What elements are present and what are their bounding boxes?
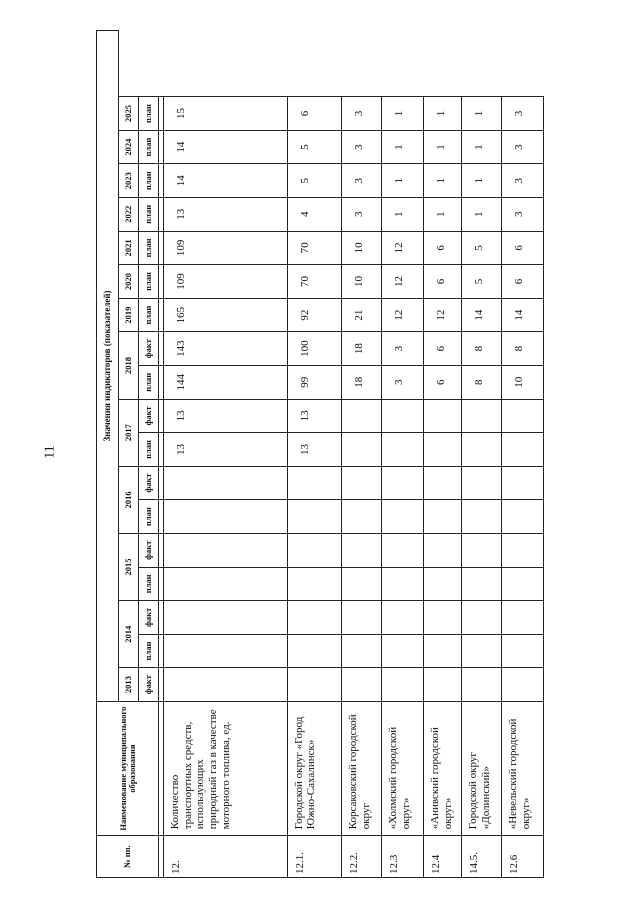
value-cell-2016-fact xyxy=(462,466,502,500)
value-cell-2014-plan xyxy=(164,634,288,668)
header-fact-2016: факт xyxy=(139,466,159,500)
value-cell-2024-plan: 5 xyxy=(287,130,342,164)
value-cell-2015-fact xyxy=(164,533,288,567)
header-plan-2019: план xyxy=(139,298,159,332)
value-cell-2013-fact xyxy=(287,668,342,702)
header-plan-2016: план xyxy=(139,500,159,534)
value-cell-2015-fact xyxy=(342,533,382,567)
value-cell-2019-plan: 14 xyxy=(501,298,543,332)
value-cell-2013-fact xyxy=(164,668,288,702)
header-fact-2017: факт xyxy=(139,399,159,433)
value-cell-2023-plan: 1 xyxy=(424,164,462,198)
value-cell-2013-fact xyxy=(382,668,424,702)
value-cell-2014-plan xyxy=(287,634,342,668)
value-cell-2018-plan: 18 xyxy=(342,365,382,399)
header-year-2015: 2015 xyxy=(119,533,139,600)
value-cell-2025-plan: 3 xyxy=(501,97,543,131)
table-row xyxy=(424,31,462,878)
value-cell-2023-plan: 5 xyxy=(287,164,342,198)
row-number: 14.5. xyxy=(462,836,502,878)
value-cell-2021-plan: 12 xyxy=(382,231,424,265)
value-cell-2014-plan xyxy=(342,634,382,668)
value-cell-2014-fact xyxy=(382,601,424,635)
value-cell-2017-plan xyxy=(342,433,382,467)
value-cell-2023-plan: 3 xyxy=(342,164,382,198)
value-cell-2016-fact xyxy=(342,466,382,500)
value-cell-2017-fact: 13 xyxy=(287,399,342,433)
value-cell-2014-plan xyxy=(462,634,502,668)
header-year-2013: 2013 xyxy=(119,668,139,702)
row-number: 12.6 xyxy=(501,836,543,878)
header-year-2021: 2021 xyxy=(119,231,139,265)
value-cell-2015-plan xyxy=(501,567,543,601)
header-year-2017: 2017 xyxy=(119,399,139,466)
value-cell-2013-fact xyxy=(501,668,543,702)
header-year-2023: 2023 xyxy=(119,164,139,198)
value-cell-2019-plan: 12 xyxy=(424,298,462,332)
value-cell-2019-plan: 14 xyxy=(462,298,502,332)
value-cell-2018-fact: 8 xyxy=(501,332,543,366)
value-cell-2021-plan: 6 xyxy=(501,231,543,265)
value-cell-2025-plan: 1 xyxy=(462,97,502,131)
value-cell-2018-fact: 6 xyxy=(424,332,462,366)
indicators-table xyxy=(96,30,544,878)
value-cell-2021-plan: 6 xyxy=(424,231,462,265)
value-cell-2016-plan xyxy=(462,500,502,534)
value-cell-2014-plan xyxy=(382,634,424,668)
value-cell-2014-plan xyxy=(424,634,462,668)
value-cell-2023-plan: 14 xyxy=(164,164,288,198)
value-cell-2016-fact xyxy=(164,466,288,500)
value-cell-2024-plan: 14 xyxy=(164,130,288,164)
header-year-2016: 2016 xyxy=(119,466,139,533)
value-cell-2016-plan xyxy=(501,500,543,534)
value-cell-2018-fact: 18 xyxy=(342,332,382,366)
value-cell-2018-plan: 99 xyxy=(287,365,342,399)
value-cell-2014-fact xyxy=(287,601,342,635)
value-cell-2017-plan xyxy=(462,433,502,467)
row-number: 12.3 xyxy=(382,836,424,878)
value-cell-2017-plan xyxy=(424,433,462,467)
value-cell-2024-plan: 1 xyxy=(424,130,462,164)
header-year-2022: 2022 xyxy=(119,198,139,232)
row-number: 12.2. xyxy=(342,836,382,878)
value-cell-2019-plan: 21 xyxy=(342,298,382,332)
row-name: Городской округ «Долинский» xyxy=(462,701,502,835)
value-cell-2016-plan xyxy=(342,500,382,534)
value-cell-2018-plan: 6 xyxy=(424,365,462,399)
value-cell-2015-fact xyxy=(501,533,543,567)
value-cell-2018-plan: 10 xyxy=(501,365,543,399)
value-cell-2024-plan: 3 xyxy=(342,130,382,164)
value-cell-2022-plan: 1 xyxy=(424,198,462,232)
value-cell-2017-fact xyxy=(501,399,543,433)
header-year-2024: 2024 xyxy=(119,130,139,164)
value-cell-2017-fact xyxy=(462,399,502,433)
table-row xyxy=(462,31,502,878)
value-cell-2020-plan: 10 xyxy=(342,265,382,299)
value-cell-2015-plan xyxy=(424,567,462,601)
header-year-2025: 2025 xyxy=(119,97,139,131)
value-cell-2017-plan: 13 xyxy=(287,433,342,467)
header-indicators: Значения индикаторов (показателей) xyxy=(97,31,119,702)
value-cell-2019-plan: 165 xyxy=(164,298,288,332)
value-cell-2016-plan xyxy=(382,500,424,534)
value-cell-2016-fact xyxy=(382,466,424,500)
table-row xyxy=(342,31,382,878)
row-name: «Холмский городской округ» xyxy=(382,701,424,835)
value-cell-2023-plan: 1 xyxy=(382,164,424,198)
value-cell-2022-plan: 4 xyxy=(287,198,342,232)
value-cell-2018-fact: 100 xyxy=(287,332,342,366)
value-cell-2017-plan xyxy=(501,433,543,467)
value-cell-2015-plan xyxy=(342,567,382,601)
value-cell-2013-fact xyxy=(424,668,462,702)
value-cell-2015-fact xyxy=(424,533,462,567)
value-cell-2017-fact xyxy=(342,399,382,433)
row-number: 12. xyxy=(164,836,288,878)
value-cell-2015-plan xyxy=(164,567,288,601)
header-plan-2025: план xyxy=(139,97,159,131)
value-cell-2025-plan: 15 xyxy=(164,97,288,131)
value-cell-2021-plan: 5 xyxy=(462,231,502,265)
header-plan-2017: план xyxy=(139,433,159,467)
row-number: 12.1. xyxy=(287,836,342,878)
header-plan-2014: план xyxy=(139,634,159,668)
value-cell-2018-plan: 8 xyxy=(462,365,502,399)
header-plan-2021: план xyxy=(139,231,159,265)
value-cell-2014-fact xyxy=(424,601,462,635)
header-num: № пп. xyxy=(97,836,159,878)
row-name: «Анивский городской округ» xyxy=(424,701,462,835)
header-plan-2018: план xyxy=(139,365,159,399)
value-cell-2018-plan: 144 xyxy=(164,365,288,399)
header-year-2020: 2020 xyxy=(119,265,139,299)
value-cell-2015-plan xyxy=(462,567,502,601)
header-plan-2020: план xyxy=(139,265,159,299)
page-number: 11 xyxy=(42,445,58,459)
value-cell-2022-plan: 13 xyxy=(164,198,288,232)
value-cell-2018-fact: 143 xyxy=(164,332,288,366)
header-year-2019: 2019 xyxy=(119,298,139,332)
value-cell-2016-plan xyxy=(287,500,342,534)
table-row xyxy=(501,31,543,878)
table-row xyxy=(382,31,424,878)
value-cell-2024-plan: 1 xyxy=(462,130,502,164)
value-cell-2025-plan: 3 xyxy=(342,97,382,131)
value-cell-2018-fact: 3 xyxy=(382,332,424,366)
value-cell-2021-plan: 10 xyxy=(342,231,382,265)
row-number: 12.4 xyxy=(424,836,462,878)
value-cell-2015-plan xyxy=(287,567,342,601)
value-cell-2014-plan xyxy=(501,634,543,668)
value-cell-2025-plan: 1 xyxy=(382,97,424,131)
value-cell-2022-plan: 1 xyxy=(462,198,502,232)
value-cell-2016-fact xyxy=(287,466,342,500)
value-cell-2017-fact xyxy=(424,399,462,433)
value-cell-2015-fact xyxy=(382,533,424,567)
value-cell-2016-plan xyxy=(164,500,288,534)
header-year-2014: 2014 xyxy=(119,601,139,668)
value-cell-2021-plan: 70 xyxy=(287,231,342,265)
value-cell-2023-plan: 1 xyxy=(462,164,502,198)
row-name: Городской округ «Город Южно-Сахалинск» xyxy=(287,701,342,835)
value-cell-2020-plan: 5 xyxy=(462,265,502,299)
row-name: Количество транспортных средств, использующих природный газ в качестве моторного топлива, ед. xyxy=(164,701,288,835)
value-cell-2014-fact xyxy=(342,601,382,635)
value-cell-2018-plan: 3 xyxy=(382,365,424,399)
value-cell-2022-plan: 3 xyxy=(501,198,543,232)
row-name: Корсаковский городской округ xyxy=(342,701,382,835)
value-cell-2016-fact xyxy=(501,466,543,500)
value-cell-2015-plan xyxy=(382,567,424,601)
value-cell-2020-plan: 70 xyxy=(287,265,342,299)
header-plan-2024: план xyxy=(139,130,159,164)
header-plan-2015: план xyxy=(139,567,159,601)
value-cell-2014-fact xyxy=(501,601,543,635)
value-cell-2025-plan: 1 xyxy=(424,97,462,131)
value-cell-2013-fact xyxy=(342,668,382,702)
value-cell-2021-plan: 109 xyxy=(164,231,288,265)
value-cell-2015-fact xyxy=(287,533,342,567)
table-row xyxy=(287,31,342,878)
header-plan-2023: план xyxy=(139,164,159,198)
rotated-table-container xyxy=(96,30,544,878)
value-cell-2020-plan: 6 xyxy=(424,265,462,299)
value-cell-2020-plan: 12 xyxy=(382,265,424,299)
header-fact-2015: факт xyxy=(139,533,159,567)
value-cell-2020-plan: 109 xyxy=(164,265,288,299)
value-cell-2016-plan xyxy=(424,500,462,534)
value-cell-2013-fact xyxy=(462,668,502,702)
row-name: «Невельский городской округ» xyxy=(501,701,543,835)
header-plan-2022: план xyxy=(139,198,159,232)
value-cell-2017-fact xyxy=(382,399,424,433)
value-cell-2018-fact: 8 xyxy=(462,332,502,366)
header-year-2018: 2018 xyxy=(119,332,139,399)
value-cell-2019-plan: 92 xyxy=(287,298,342,332)
value-cell-2014-fact xyxy=(462,601,502,635)
value-cell-2017-plan xyxy=(382,433,424,467)
value-cell-2024-plan: 1 xyxy=(382,130,424,164)
value-cell-2025-plan: 6 xyxy=(287,97,342,131)
value-cell-2017-fact: 13 xyxy=(164,399,288,433)
value-cell-2022-plan: 3 xyxy=(342,198,382,232)
value-cell-2017-plan: 13 xyxy=(164,433,288,467)
header-name: Наименование муниципального образования xyxy=(97,701,159,835)
value-cell-2014-fact xyxy=(164,601,288,635)
value-cell-2020-plan: 6 xyxy=(501,265,543,299)
header-fact-2014: факт xyxy=(139,601,159,635)
header-fact-2013: факт xyxy=(139,668,159,702)
value-cell-2016-fact xyxy=(424,466,462,500)
value-cell-2024-plan: 3 xyxy=(501,130,543,164)
value-cell-2019-plan: 12 xyxy=(382,298,424,332)
table-row xyxy=(164,31,288,878)
value-cell-2023-plan: 3 xyxy=(501,164,543,198)
header-fact-2018: факт xyxy=(139,332,159,366)
value-cell-2022-plan: 1 xyxy=(382,198,424,232)
value-cell-2015-fact xyxy=(462,533,502,567)
